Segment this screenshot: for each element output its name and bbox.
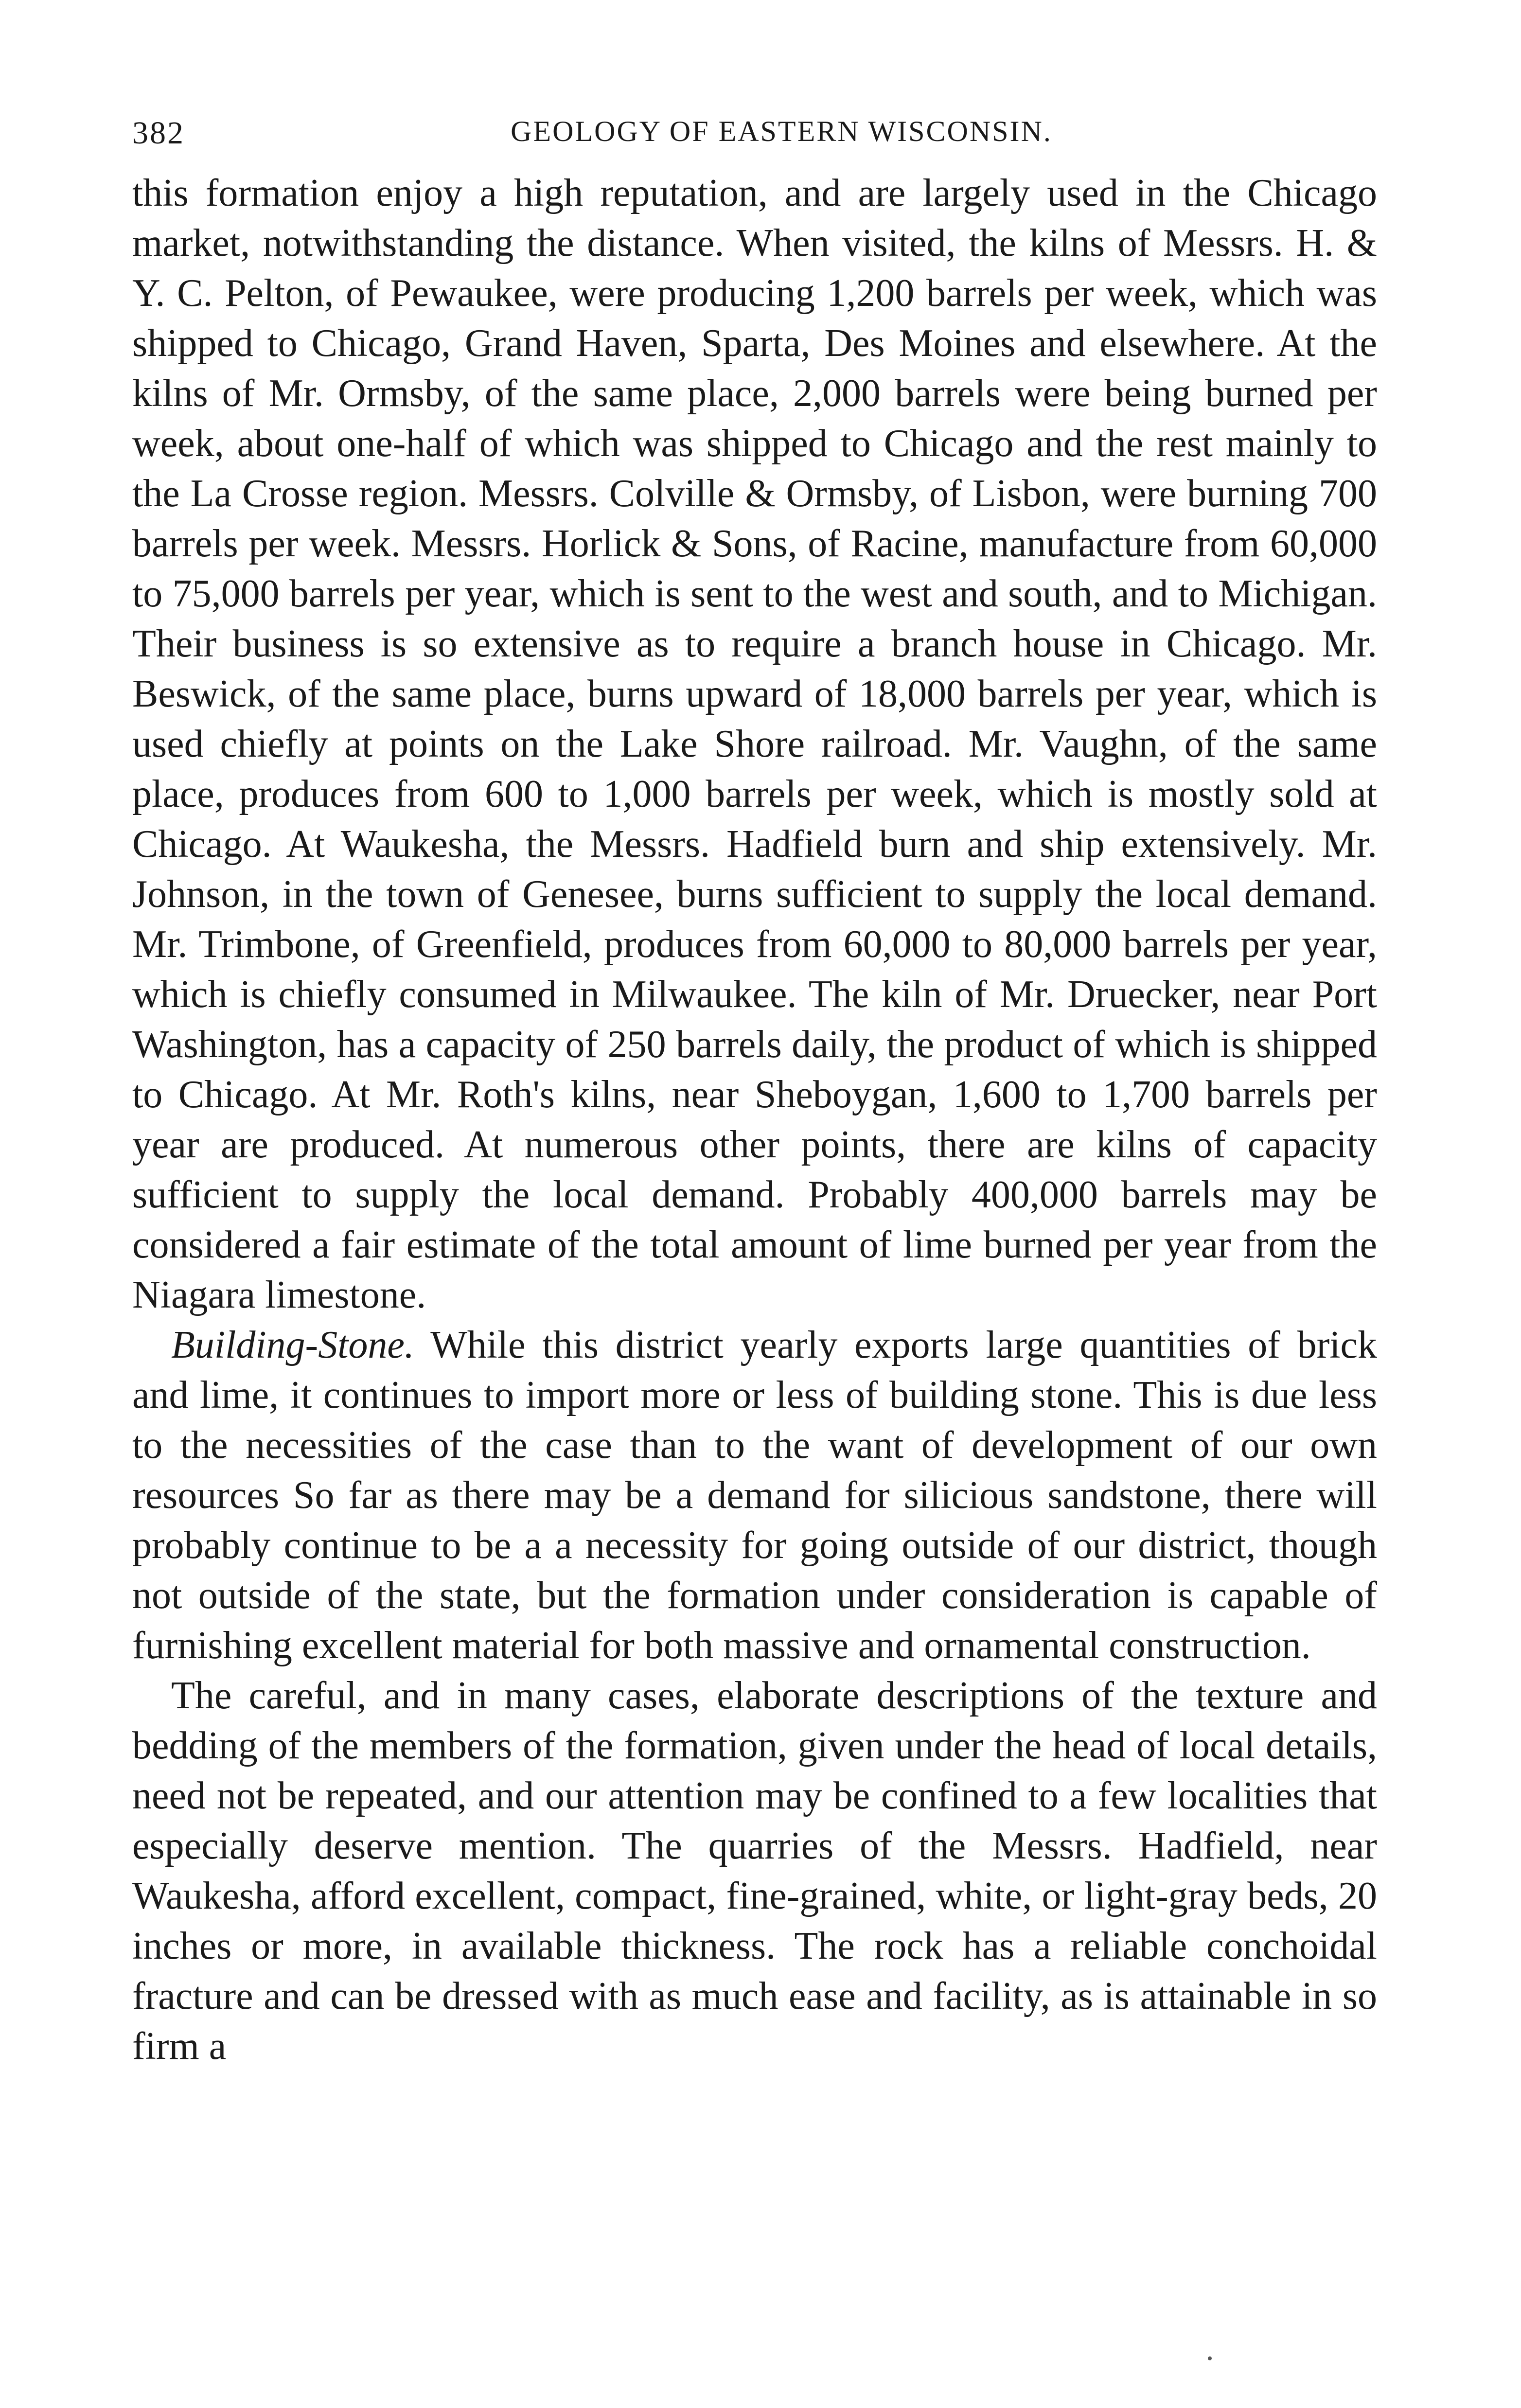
book-page [132, 115, 1377, 2072]
body-paragraph-quarries [132, 1671, 1377, 2072]
stray-ink-mark [1208, 2356, 1212, 2360]
body-paragraph-continued [132, 168, 1377, 1320]
section-heading-building-stone: Building-Stone. [171, 1324, 414, 1366]
page-number: 382 [132, 115, 185, 151]
page-header [132, 115, 1377, 168]
body-paragraph-building-stone [132, 1320, 1377, 1671]
paragraph-text: The careful, and in many cases, elaborate descriptions of the texture and bedding of the members of the formation, given under the head of local details, need not be repeated, and our attention may be confined to a few localities that especially deserve mention. The quarries of the Messrs. Hadfield, near Waukesha, afford excellent, compact, fine-grained, white, or light-gray beds, 20 inches or more, in available thickness. The rock has a reliable conchoidal fracture and can be dressed with as much ease and facility, as is attainable in so firm a [132, 1674, 1377, 2068]
running-title: GEOLOGY OF EASTERN WISCONSIN. [511, 115, 1052, 147]
paragraph-text: While this district yearly exports large quantities of brick and lime, it continues to import more or less of building stone. This is due less to the necessities of the case than to the want of development of our own resources So far as there may be a demand for silicious sandstone, there will probably continue to be a a necessity for going outside of our district, though not outside of the state, but the formation under consideration is capable of furnishing excellent material for both massive and ornamental construction. [132, 1324, 1377, 1667]
paragraph-text: this formation enjoy a high reputation, and are largely used in the Chicago market, notwithstanding the distance. When visited, the kilns of Messrs. H. & Y. C. Pelton, of Pewaukee, were producing 1,200 barrels per week, which was shipped to Chicago, Grand Haven, Sparta, Des Moines and elsewhere. At the kilns of Mr. Ormsby, of the same place, 2,000 barrels were being burned per week, about one-half of which was shipped to Chicago and the rest mainly to the La Crosse region. Messrs. Colville & Ormsby, of Lisbon, were burning 700 barrels per week. Messrs. Horlick & Sons, of Racine, manufacture from 60,000 to 75,000 barrels per year, which is sent to the west and south, and to Michigan. Their business is so extensive as to require a branch house in Chicago. Mr. Beswick, of the same place, burns upward of 18,000 barrels per year, which is used chiefly at points on the Lake Shore railroad. Mr. Vaughn, of the same place, produces from 600 to 1,000 barrels per week, which is mostly sold at Chicago. At Waukesha, the Messrs. Hadfield burn and ship extensively. Mr. Johnson, in the town of Genesee, burns sufficient to supply the local demand. Mr. Trimbone, of Greenfield, produces from 60,000 to 80,000 barrels per year, which is chiefly consumed in Milwaukee. The kiln of Mr. Druecker, near Port Washington, has a capacity of 250 barrels daily, the product of which is shipped to Chicago. At Mr. Roth's kilns, near Sheboygan, 1,600 to 1,700 barrels per year are produced. At numerous other points, there are kilns of capacity sufficient to supply the local demand. Probably 400,000 barrels may be considered a fair estimate of the total amount of lime burned per year from the Niagara limestone. [132, 172, 1377, 1316]
